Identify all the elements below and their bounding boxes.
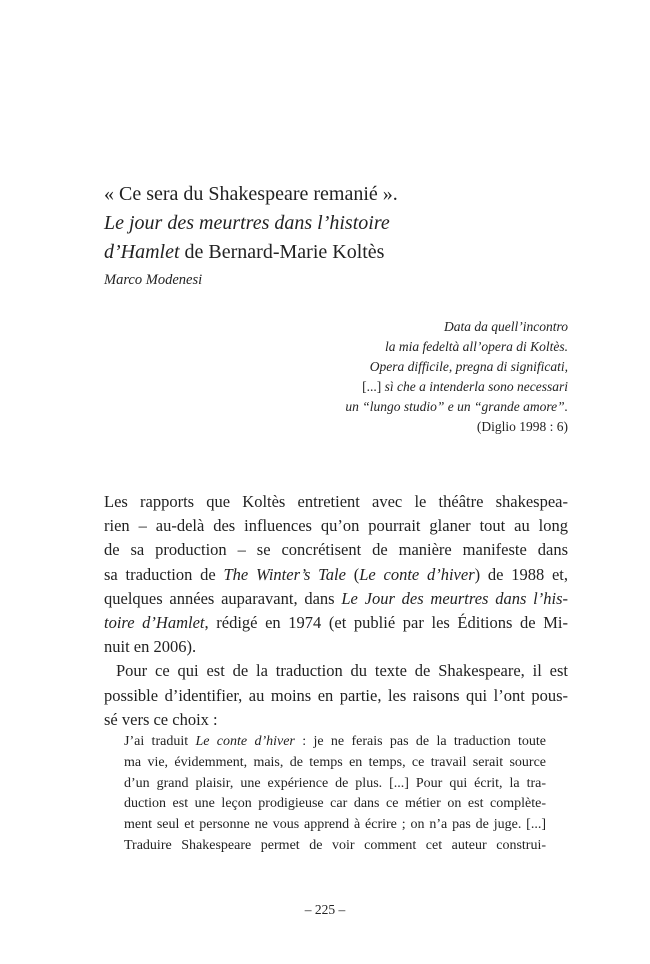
- page-number: – 225 –: [304, 902, 346, 917]
- quote-line: d’un grand plaisir, une expérience de plus. [...] Pour qui écrit, la tra-: [124, 775, 546, 791]
- title-author-name: de Bernard-Marie Koltès: [179, 241, 385, 263]
- text-run: quelques années auparavant, dans: [104, 588, 342, 608]
- epigraph-ellipsis: [...]: [362, 379, 385, 394]
- paragraph-line: Les rapports que Koltès entretient avec le théâtre shakespea-: [104, 492, 568, 511]
- text-run: ) de 1988 et,: [474, 564, 568, 584]
- title-hamlet: d’Hamlet: [104, 241, 180, 263]
- paragraph-line: nuit en 2006).: [104, 637, 197, 657]
- paragraph-line: [104, 563, 568, 587]
- paragraph-line: Pour ce qui est de la traduction du texte de Shakespeare, il est: [116, 661, 568, 681]
- epigraph-line: [300, 377, 568, 397]
- paragraph-line: possible d’identifier, au moins en partie, les raisons qui l’ont pous-: [104, 685, 568, 705]
- body-text: [104, 490, 568, 732]
- epigraph-source: (Diglio 1998 : 6): [476, 419, 568, 434]
- paragraph-line: [104, 587, 568, 611]
- text-run: , rédigé en 1974 (et publié par les Éditions de Mi-: [204, 613, 568, 633]
- quote-line: ment seul et personne ne vous apprend à écrire ; on n’a pas de juge. [...]: [124, 817, 546, 833]
- quote-line: [124, 732, 546, 753]
- text-run: (: [345, 564, 360, 584]
- quote-line: ma vie, évidemment, mais, de temps en temps, ce travail serait source: [124, 754, 546, 770]
- paragraph-line: sé vers ce choix :: [104, 709, 218, 729]
- epigraph-line: Data da quell’incontro: [444, 319, 568, 334]
- chapter-author: Marco Modenesi: [104, 272, 203, 288]
- text-run: sa traduction de: [104, 564, 224, 584]
- work-title: Le conte d’hiver: [359, 564, 475, 584]
- text-run: : je ne ferais pas de la traduction toute: [294, 734, 547, 749]
- paragraph-line: [104, 611, 568, 635]
- work-title: Le conte d’hiver: [195, 734, 295, 749]
- chapter-title: [104, 180, 574, 267]
- quote-line: Traduire Shakespeare permet de voir comment cet auteur construi-: [124, 837, 546, 853]
- title-line-3: [104, 238, 574, 267]
- block-quote: [124, 732, 546, 857]
- paragraph-line: rien – au-delà des influences qu’on pourrait glaner tout au long: [104, 516, 568, 536]
- text-run: J’ai traduit: [124, 734, 196, 749]
- epigraph-line: Opera difficile, pregna di significati,: [369, 359, 568, 374]
- title-line-2: Le jour des meurtres dans l’histoire: [104, 212, 390, 234]
- epigraph-line: un “lungo studio” e un “grande amore”.: [345, 399, 568, 414]
- work-title: toire d’Hamlet: [104, 613, 205, 633]
- work-title: Le Jour des meurtres dans l’his-: [341, 588, 568, 608]
- work-title: The Winter’s Tale: [223, 564, 346, 584]
- epigraph: [300, 317, 568, 437]
- title-line-1: « Ce sera du Shakespeare remanié ».: [104, 183, 398, 205]
- epigraph-line-text: sì che a intenderla sono necessari: [384, 379, 568, 394]
- quote-line: duction est une leçon prodigieuse car dans ce métier on est complète-: [124, 796, 546, 812]
- epigraph-line: la mia fedeltà all’opera di Koltès.: [385, 339, 568, 354]
- paragraph-line: de sa production – se concrétisent de manière manifeste dans: [104, 540, 568, 560]
